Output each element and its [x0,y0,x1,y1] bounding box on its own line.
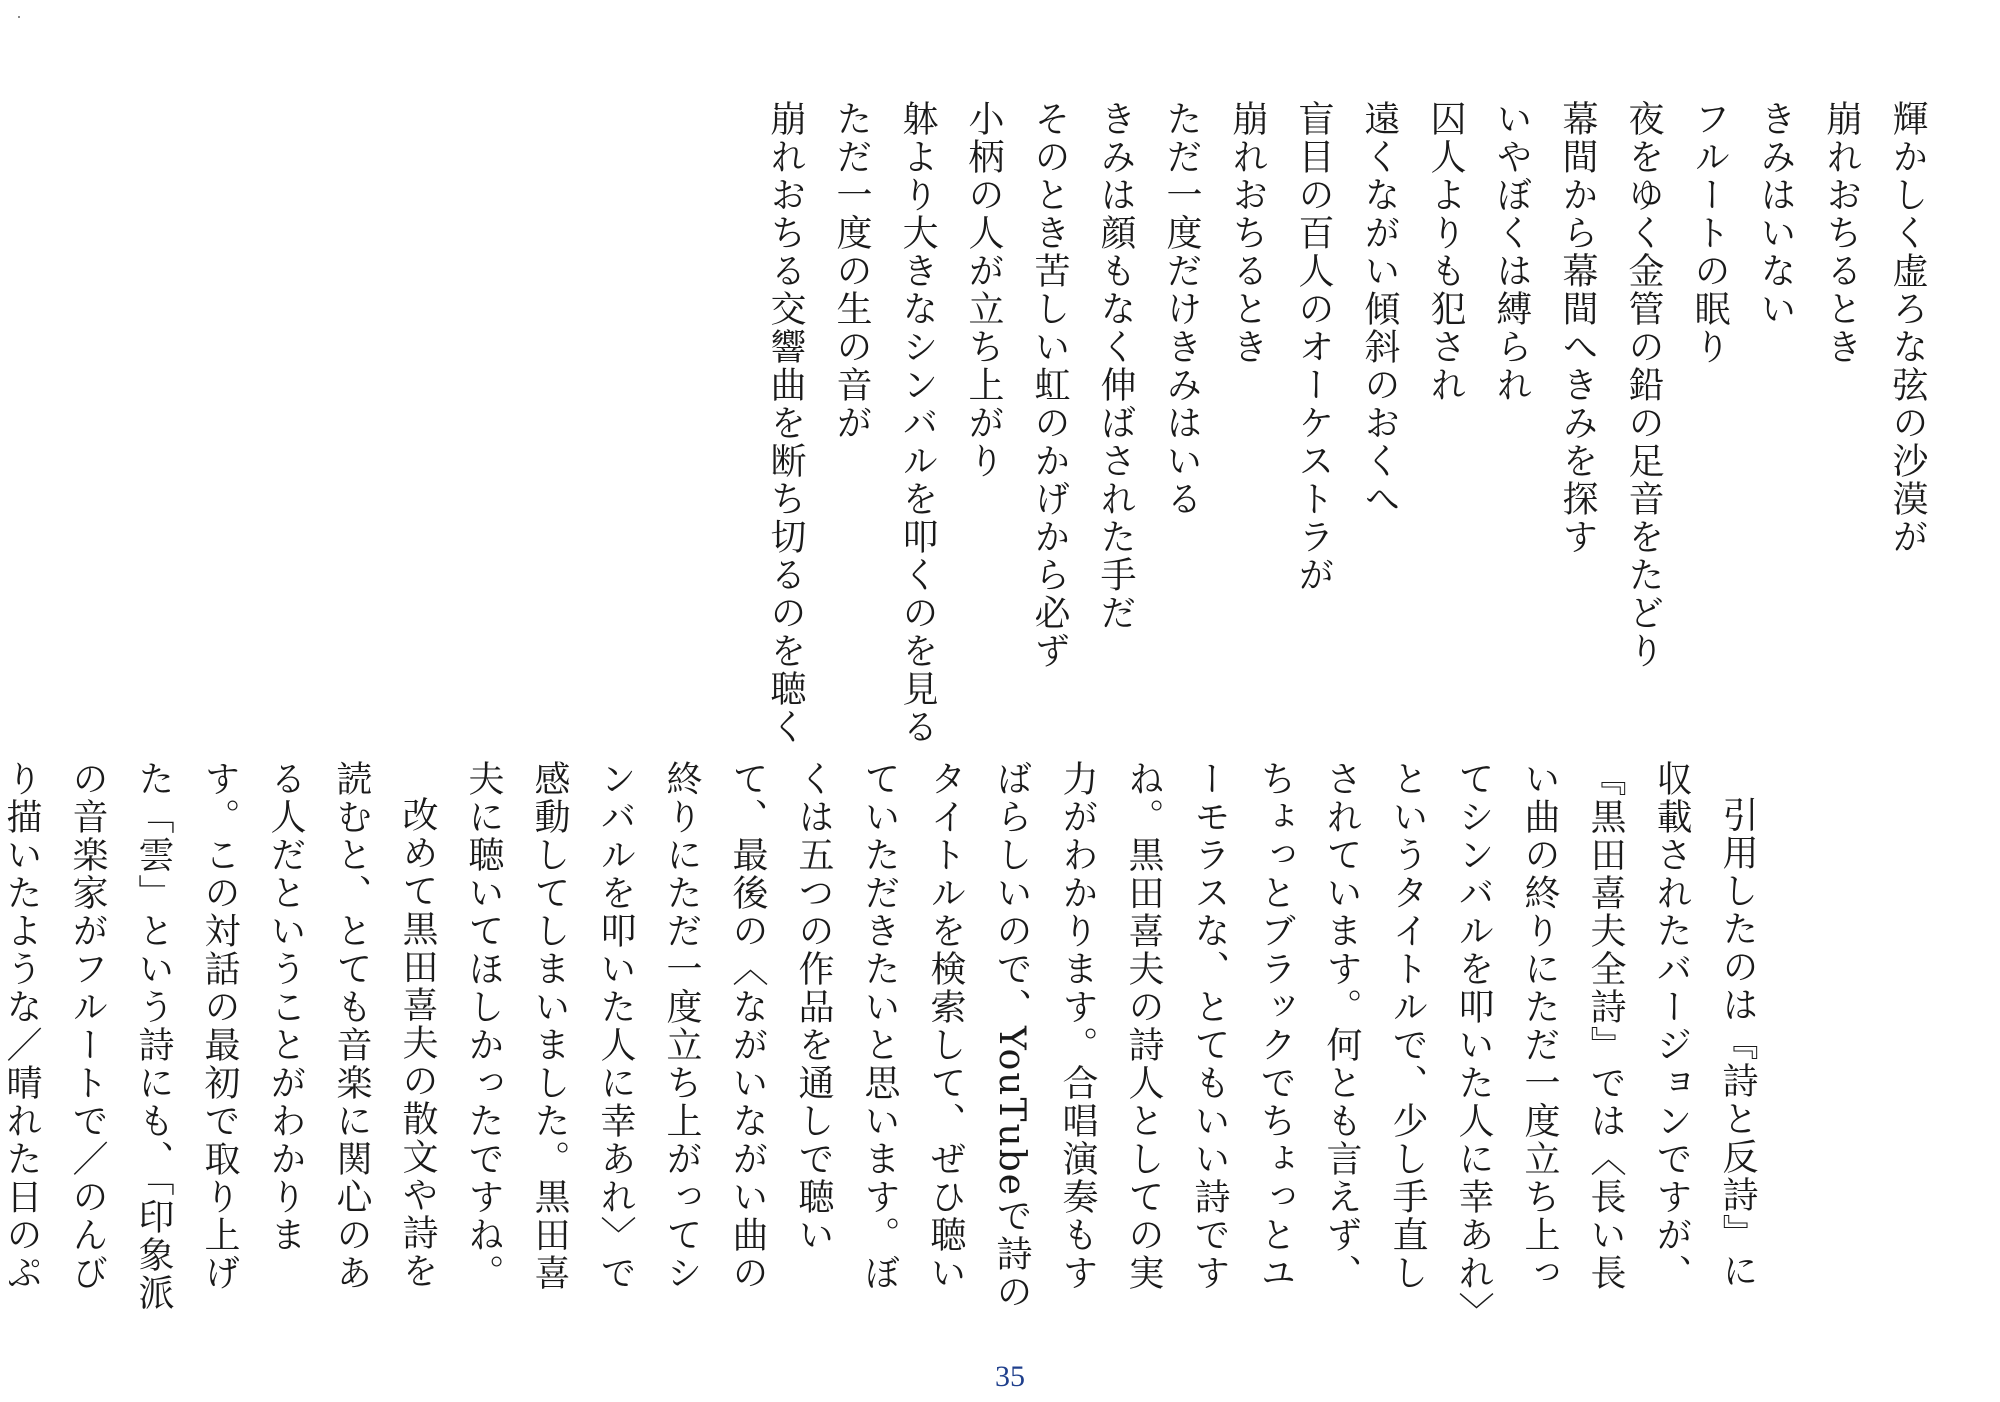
poem-line: 盲目の百人のオーケストラが [1293,100,1334,594]
prose-paragraph: 引用したのは『詩と反詩』に収載されたバージョンですが、『黒田喜夫全詩』では〈長い長い曲の終りにただ一度立ち上ってシンバルを叩いた人に幸あれ〉というタイトルで、少し手直しされています。何とも言えず、ちょっとブラックでちょっとユーモラスな、とてもいい詩ですね。黒田喜夫の詩人としての実力がわかります。合唱演奏もすばらしいので、YouTubeで詩のタイトルを検索して、ぜひ聴いていただきたいと思います。ぼくは五つの作品を通しで聴いて、最後の〈ながいながい曲の終りにただ一度立ち上がってシンバルを叩いた人に幸あれ〉で感動してしまいました。黒田喜夫に聴いてほしかったですね。 [463,760,1758,1312]
poem-line: 囚人よりも犯され [1425,100,1466,404]
poem-line: いやぼくは縛られ [1491,100,1532,404]
poem-line: 崩れおちる交響曲を断ち切るのを聴く [765,100,806,746]
poem-line: 夜をゆく金管の鉛の足音をたどり [1623,100,1664,670]
poem-line: 崩れおちるとき [1821,100,1862,366]
poem-line: 躰より大きなシンバルを叩くのを見る [897,100,938,746]
poem-line: フルートの眠り [1689,100,1730,366]
poem-line: 輝かしく虚ろな弦の沙漠が [1887,100,1928,556]
prose-paragraph: 改めて黒田喜夫の散文や詩を読むと、とても音楽に関心のある人だということがわかります。この対話の最初で取り上げた「雲」という詩にも、「印象派の音楽家がフルートで／のんびり描いたような／晴れた日のぷ [1,760,438,1312]
poem-line: ただ一度の生の音が [831,100,872,442]
corner-mark [18,16,20,18]
poem-line: そのとき苦しい虹のかげから必ず [1029,100,1070,670]
poem-line: 幕間から幕間へきみを探す [1557,100,1598,556]
poem-line: 遠くながい傾斜のおくへ [1359,100,1400,518]
poem-line: 小柄の人が立ち上がり [963,100,1004,480]
poem-line: きみはいない [1755,100,1796,328]
page-number: 35 [995,1360,1025,1393]
prose-block [0,760,1770,1320]
poem-block [752,100,1940,790]
poem-line: きみは顔もなく伸ばされた手だ [1095,100,1136,632]
poem-line: 崩れおちるとき [1227,100,1268,366]
poem-line: ただ一度だけきみはいる [1161,100,1202,518]
